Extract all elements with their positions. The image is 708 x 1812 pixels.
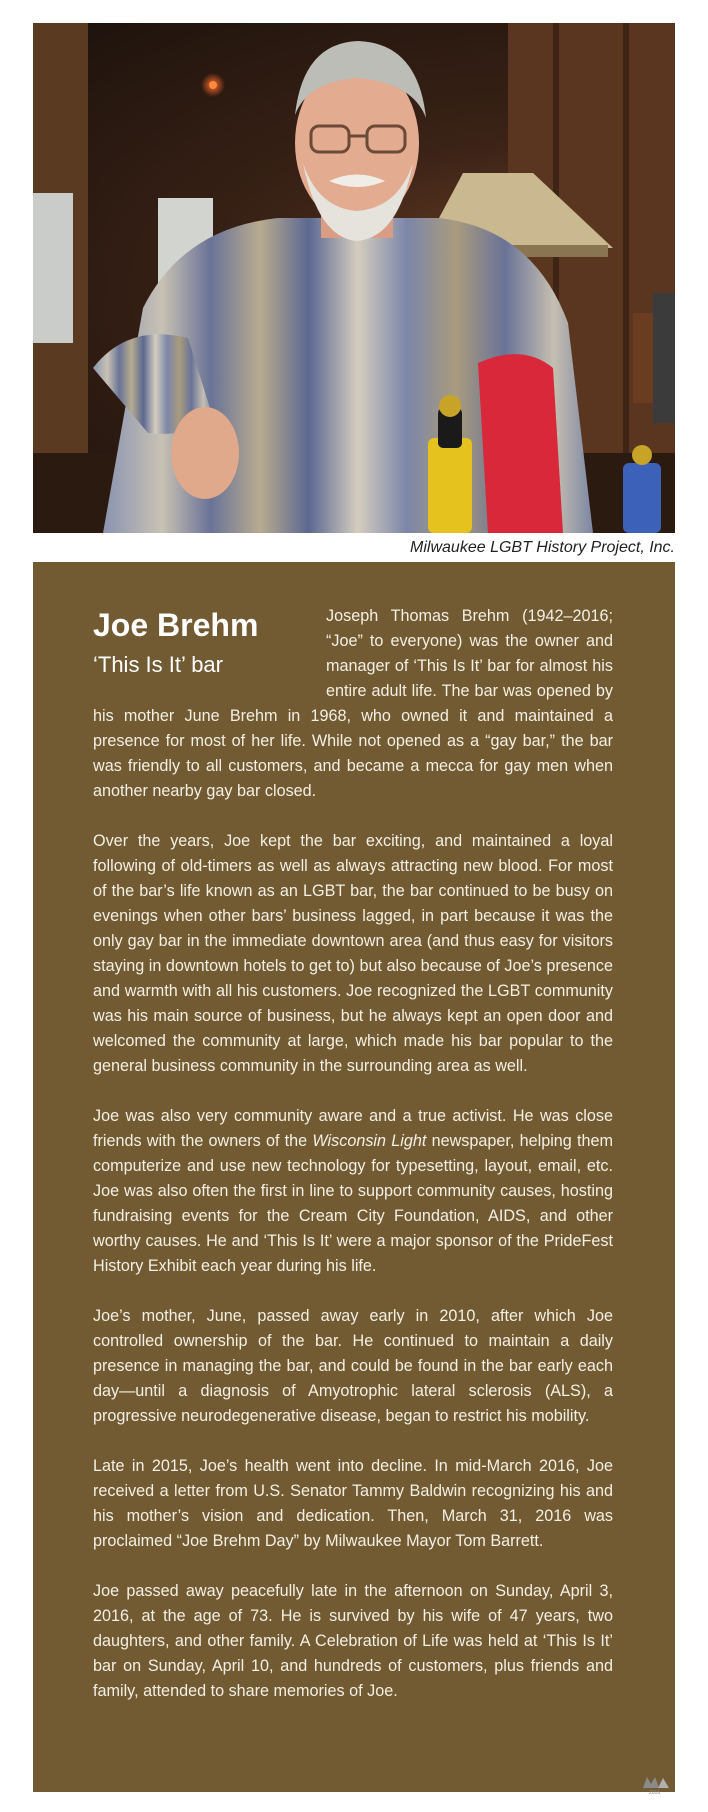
paragraph-2: Over the years, Joe kept the bar exciting, and maintained a loyal following of old-timers as well as always attracting new blood. For most of the bar’s life known as an LGBT bar, the bar continued to be busy on evenings when other bars’ business lagged, in part because it was the only gay bar in the immediate downtown area (and thus easy for visitors staying in downtown hotels to get to) but also because of Joe’s presence and warmth with all his customers. Joe recognized the LGBT community was his main source of business, but he always kept an open door and welcomed the community at large, which made his bar popular to the general business community in the surrounding area as well. xyxy=(93,832,613,1075)
paragraph-1: Joseph Thomas Brehm (1942–2016; “Joe” to everyone) was the owner and manager of ‘This Is It’ bar for almost his entire adult life. The bar was opened by his mother June Brehm in 1968, who owned it and maintained a presence for most of her life. While not opened as a “gay bar,” the bar was friendly to all customers, and became a mecca for gay men when another nearby gay bar closed. xyxy=(93,607,613,800)
paragraph-3-end: newspaper, helping them computerize and use new technology for typesetting, layout, email, etc. Joe was also often the first in line to support community causes, hosting fundraising events for the Cream City Foundation, AIDS, and other worthy causes. He and ‘This Is It’ were a major sponsor of the PrideFest History Exhibit each year during his life. xyxy=(93,1132,614,1275)
paragraph-6: Joe passed away peacefully late in the afternoon on Sunday, April 3, 2016, at the age of 73. He is survived by his wife of 47 years, two daughters, and other family. A Celebration of Life was held at ‘This Is It’ bar on Sunday, April 10, and hundreds of customers, plus friends and family, attended to share memories of Joe. xyxy=(93,1582,613,1700)
article-subtitle: ‘This Is It’ bar xyxy=(93,652,223,677)
photo-credit: Milwaukee LGBT History Project, Inc. xyxy=(410,539,675,556)
newspaper-name: Wisconsin Light xyxy=(312,1132,427,1150)
article-title: Joe Brehm xyxy=(93,607,259,643)
footer-year: 2016 xyxy=(649,1790,661,1796)
article-body xyxy=(93,604,613,1729)
portrait-photo xyxy=(33,23,675,533)
article-panel xyxy=(33,562,675,1792)
portrait-illustration xyxy=(33,23,675,533)
paragraph-4: Joe’s mother, June, passed away early in 2010, after which Joe controlled ownership of the bar. He continued to maintain a daily presence in managing the bar, and could be found in the bar early each day—until a diagnosis of Amyotrophic lateral sclerosis (ALS), a progressive neurodegenerative disease, began to restrict his mobility. xyxy=(93,1307,613,1425)
paragraph-3 xyxy=(93,1104,613,1279)
title-block xyxy=(93,604,318,680)
paragraph-3-start: Joe was also very community aware and a true activist. He was close friends with the owners of the xyxy=(93,1107,613,1150)
paragraph-5: Late in 2015, Joe’s health went into decline. In mid-March 2016, Joe received a letter from U.S. Senator Tammy Baldwin recognizing his and his mother’s vision and dedication. Then, March 31, 2016 was proclaimed “Joe Brehm Day” by Milwaukee Mayor Tom Barrett. xyxy=(93,1457,613,1550)
mlhp-logo-icon xyxy=(643,1775,669,1788)
